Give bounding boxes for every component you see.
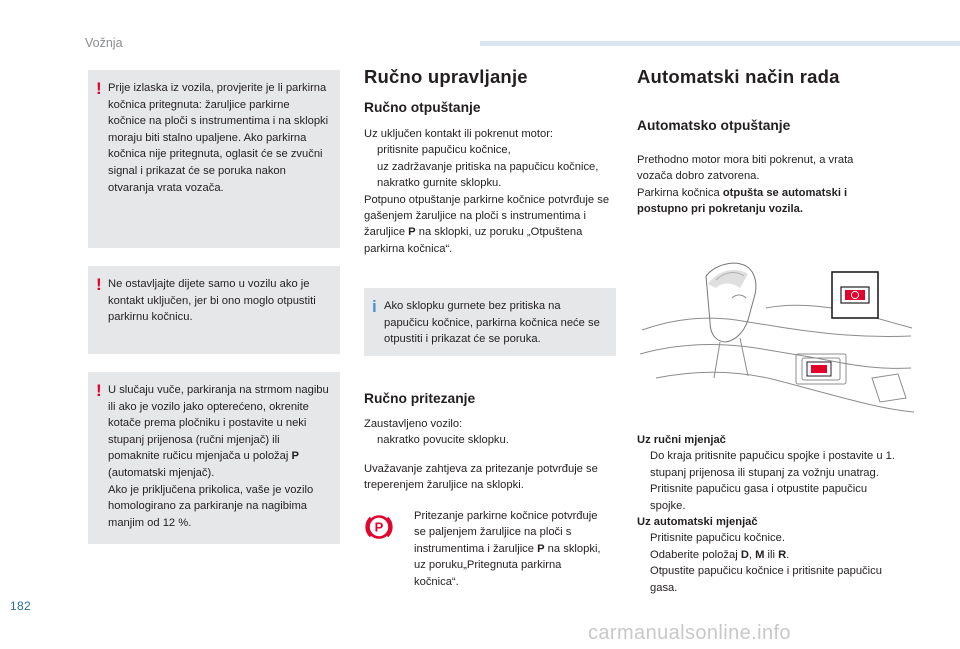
warning-text: Prije izlaska iz vozila, provjerite je li parkirna kočnica pritegnuta: žaruljice parkirne kočnice na ploči s instrumentima i na sklopki moraju biti stalno upaljene. Ako parkirna kočnica nije pritegnuta, oglasit će se zvučni signal i prikazat će se poruka nakon otvaranja vrata vozača. [108, 82, 329, 194]
warning-icon: ! [96, 79, 102, 98]
warning-icon: ! [96, 381, 102, 400]
release-heading: Ručno otpuštanje [364, 100, 481, 115]
auto-heading: Automatski način rada [637, 66, 840, 87]
watermark: carmanualsonline.info [588, 622, 791, 644]
header-bar [480, 41, 960, 46]
warning-box-1 [88, 70, 340, 248]
list-item: nakratko povucite sklopku. [377, 434, 509, 447]
page-number: 182 [10, 599, 31, 613]
section-heading: Ručno upravljanje [364, 66, 528, 87]
warning-text: Ne ostavljajte dijete samo u vozilu ako je kontakt uključen, jer bi ono moglo otpustiti parkirnu kočnicu. [108, 278, 316, 324]
console-illustration [636, 258, 918, 420]
list-item: Pritisnite papučicu kočnice. [650, 532, 785, 545]
auto-sub-heading: Automatsko otpuštanje [637, 118, 791, 133]
list-item: Pritisnite papučicu gasa i otpustite papučicu spojke. [650, 483, 868, 512]
warning-text: U slučaju vuče, parkiranja na strmom nagibu ili ako je vozilo jako opterećeno, okrenite kotače prema pločniku i postavite u neki stupanj prijenosa (ručni mjenjač) ili pomaknite ručicu mjenjača u položaj P (automatski mjenjač). Ako je priključena prikolica, vaše je vozilo homologirano za parkiranje na nagibima manjim od 12 %. [108, 384, 329, 529]
list-item: Otpustite papučicu kočnice i pritisnite papučicu gasa. [650, 565, 882, 594]
warning-icon: ! [96, 275, 102, 294]
apply-text: Zaustavljeno vozilo: nakratko povucite sklopku. Uvažavanje zahtjeva za pritezanje potvrđuje se treperenjem žaruljice na sklopki. [364, 416, 616, 494]
svg-text:P: P [374, 519, 384, 535]
apply-note: Pritezanje parkirne kočnice potvrđuje se paljenjem žaruljice na ploči s instrumentima i žaruljice P na sklopki, uz poruku„Pritegnuta parkirna kočnica“. [414, 510, 601, 588]
transmission-text: Uz ručni mjenjač Do kraja pritisnite papučicu spojke i postavite u 1. stupanj prijenosa ili stupanj za vožnju unatrag. Pritisnite papučicu gasa i otpustite papučicu spojke. Uz automatski mjenjač Pritisnite papučicu kočnice. Odaberite položaj D, M ili R. Otpustite papučicu kočnice i pritisnite papučicu gasa. [637, 432, 895, 596]
info-box [364, 288, 616, 356]
list-item: Odaberite položaj D, M ili R. [650, 548, 790, 561]
warning-box-3 [88, 372, 340, 544]
list-item: pritisnite papučicu kočnice, [377, 144, 511, 157]
parking-brake-icon [365, 513, 393, 541]
header-title: Vožnja [85, 36, 123, 50]
list-item: Do kraja pritisnite papučicu spojke i postavite u 1. stupanj prijenosa ili stupanj za vožnju unatrag. [650, 450, 896, 479]
apply-heading: Ručno pritezanje [364, 391, 476, 406]
release-text: Uz uključen kontakt ili pokrenut motor: pritisnite papučicu kočnice, uz zadržavanje pritiska na papučicu kočnice, nakratko gurnite sklopku. Potpuno otpuštanje parkirne kočnice potvrđuje se gašenjem žaruljice na ploči s instrumentima i žaruljice P na sklopki, uz poruku „Otpuštena parkirna kočnica“. [364, 126, 616, 257]
list-item: uz zadržavanje pritiska na papučicu kočnice, nakratko gurnite sklopku. [377, 160, 599, 190]
info-text: Ako sklopku gurnete bez pritiska na papučicu kočnice, parkirna kočnica neće se otpustiti i prikazat će se poruka. [384, 300, 600, 346]
info-icon: i [372, 297, 377, 316]
auto-text: Prethodno motor mora biti pokrenut, a vrata vozača dobro zatvorena. Parkirna kočnica otpušta se automatski i postupno pri pokretanju vozila. [637, 154, 854, 216]
warning-box-2 [88, 266, 340, 354]
